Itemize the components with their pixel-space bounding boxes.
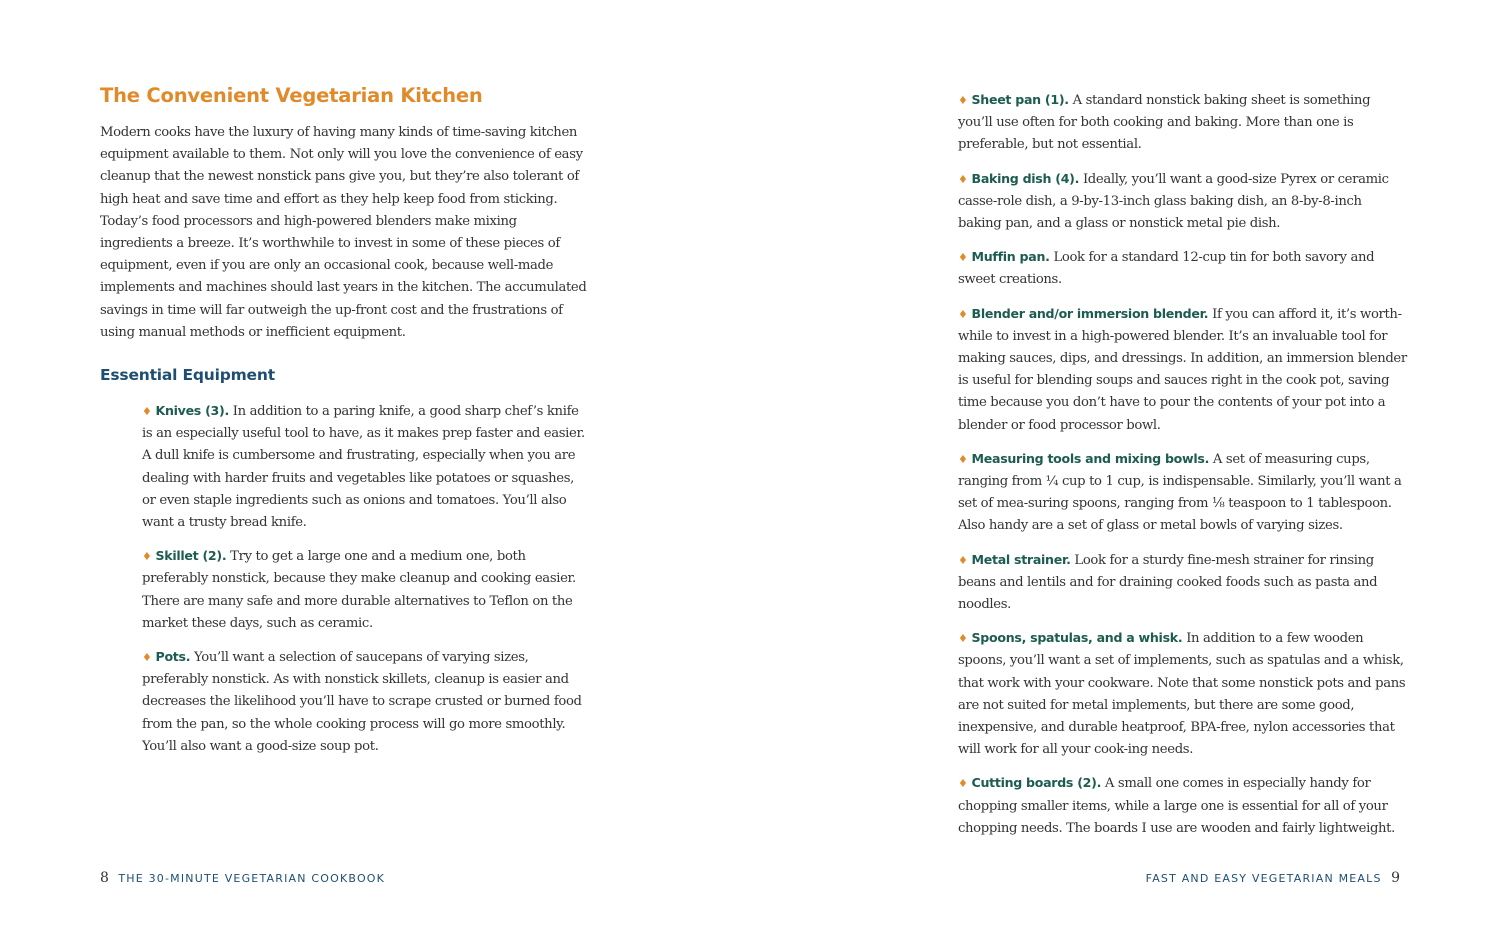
list-item-pots <box>142 646 587 758</box>
item-term: Muffin pan. <box>971 249 1050 265</box>
diamond-bullet-icon: ♦ <box>958 452 968 466</box>
list-item-spoons-spatulas <box>958 627 1408 761</box>
item-text: You’ll want a selection of saucepans of varying sizes, preferably nonstick. As with nonstick skillets, cleanup is easier and decreases the likelihood you’ll have to scrape crusted or burned food from the pan, so the whole cooking process will go more smoothly. You’ll also want a good-size soup pot. <box>142 650 582 754</box>
diamond-bullet-icon: ♦ <box>142 550 152 564</box>
diamond-bullet-icon: ♦ <box>142 651 152 665</box>
right-page-footer <box>1146 870 1400 886</box>
item-text: Try to get a large one and a medium one, both preferably nonstick, because they make cleanup and cooking easier. There are many safe and more durable alternatives to Teflon on the market these days, such as ceramic. <box>142 549 576 631</box>
diamond-bullet-icon: ♦ <box>958 251 968 265</box>
item-text: Look for a standard 12-cup tin for both savory and sweet creations. <box>958 250 1375 288</box>
item-term: Metal strainer. <box>971 551 1071 567</box>
running-title: THE 30-MINUTE VEGETARIAN COOKBOOK <box>118 872 386 885</box>
item-text: A set of measuring cups, ranging from ¼ cup to 1 cup, is indispensable. Similarly, you’ll want a set of mea-suring spoons, ranging from ⅛ teaspoon to 1 tablespoon. Also handy are a set of glass or metal bowls of varying sizes. <box>958 451 1402 534</box>
item-text: In addition to a few wooden spoons, you’ll want a set of implements, such as spatulas and a whisk, that work with your cookware. Note that some nonstick pots and pans are not suited for metal implements, but there are some good, inexpensive, and durable heatproof, BPA-free, nylon accessories that will work for all your cook-ing needs. <box>958 631 1406 758</box>
chapter-title: The Convenient Vegetarian Kitchen <box>100 84 483 107</box>
list-item-muffin-pan <box>958 246 1408 291</box>
diamond-bullet-icon: ♦ <box>958 777 968 791</box>
list-item-cutting-boards <box>958 772 1408 840</box>
item-term: Baking dish (4). <box>971 170 1080 186</box>
running-title: FAST AND EASY VEGETARIAN MEALS <box>1145 872 1382 885</box>
list-item-sheet-pan <box>958 89 1408 157</box>
diamond-bullet-icon: ♦ <box>958 94 968 107</box>
item-text: In addition to a paring knife, a good sharp chef’s knife is an especially useful tool to have, as it makes prep faster and easier. A dull knife is cumbersome and frustrating, especially when you are dealing with harder fruits and vegetables like potatoes or squashes, or even staple ingredients such as onions and tomatoes. You’ll also want a trusty bread knife. <box>142 404 585 531</box>
right-page <box>750 0 1500 925</box>
list-item-blender <box>958 303 1408 437</box>
list-item-measuring-tools <box>958 448 1408 538</box>
item-text: A standard nonstick baking sheet is something you’ll use often for both cooking and baking. More than one is preferable, but not essential. <box>958 93 1371 153</box>
list-item-knives <box>142 400 587 534</box>
equipment-list-left <box>142 400 587 769</box>
page-number: 9 <box>1391 870 1400 886</box>
item-term: Measuring tools and mixing bowls. <box>971 450 1210 466</box>
list-item-metal-strainer <box>958 549 1408 617</box>
equipment-list-right <box>958 89 1408 851</box>
section-heading: Essential Equipment <box>100 366 275 384</box>
diamond-bullet-icon: ♦ <box>958 307 968 321</box>
diamond-bullet-icon: ♦ <box>142 405 152 418</box>
page-number: 8 <box>100 870 109 886</box>
item-text: If you can afford it, it’s worth-while to invest in a high-powered blender. It’s an invaluable tool for making sauces, dips, and dressings. In addition, an immersion blender is useful for blending soups and sauces right in the cook pot, saving time because you don’t have to pour the contents of your pot into a blender or food processor bowl. <box>958 306 1407 433</box>
item-term: Blender and/or immersion blender. <box>971 305 1209 321</box>
item-term: Knives (3). <box>155 403 229 418</box>
item-term: Sheet pan (1). <box>971 92 1069 107</box>
left-page-footer <box>100 870 385 886</box>
item-term: Cutting boards (2). <box>971 775 1102 791</box>
list-item-skillet <box>142 545 587 635</box>
list-item-baking-dish <box>958 168 1408 236</box>
intro-paragraph: Modern cooks have the luxury of having many kinds of time-saving kitchen equipment available to them. Not only will you love the convenience of easy cleanup that the newest nonstick pans give you, but they’re also tolerant of high heat and save time and effort as they help keep food from sticking. Today’s food processors and high-powered blenders make mixing ingredients a breeze. It’s worthwhile to invest in some of these pieces of equipment, even if you are only an occasional cook, because well-made implements and machines should last years in the kitchen. The accumulated savings in time will far outweigh the up-front cost and the frustrations of using manual methods or inefficient equipment. <box>100 125 587 340</box>
item-text: Look for a sturdy fine-mesh strainer for rinsing beans and lentils and for draining cooked foods such as pasta and noodles. <box>958 552 1378 613</box>
item-term: Spoons, spatulas, and a whisk. <box>971 630 1183 646</box>
diamond-bullet-icon: ♦ <box>958 553 968 567</box>
diamond-bullet-icon: ♦ <box>958 632 968 646</box>
item-term: Pots. <box>155 649 191 665</box>
item-term: Skillet (2). <box>155 548 227 564</box>
item-text: A small one comes in especially handy for chopping smaller items, while a large one is essential for all of your chopping needs. The boards I use are wooden and fairly lightweight. <box>958 776 1395 836</box>
diamond-bullet-icon: ♦ <box>958 172 968 186</box>
item-text: Ideally, you’ll want a good-size Pyrex or ceramic casse-role dish, a 9-by-13-inch glass baking dish, an 8-by-8-inch baking pan, and a glass or nonstick metal pie dish. <box>958 171 1389 232</box>
